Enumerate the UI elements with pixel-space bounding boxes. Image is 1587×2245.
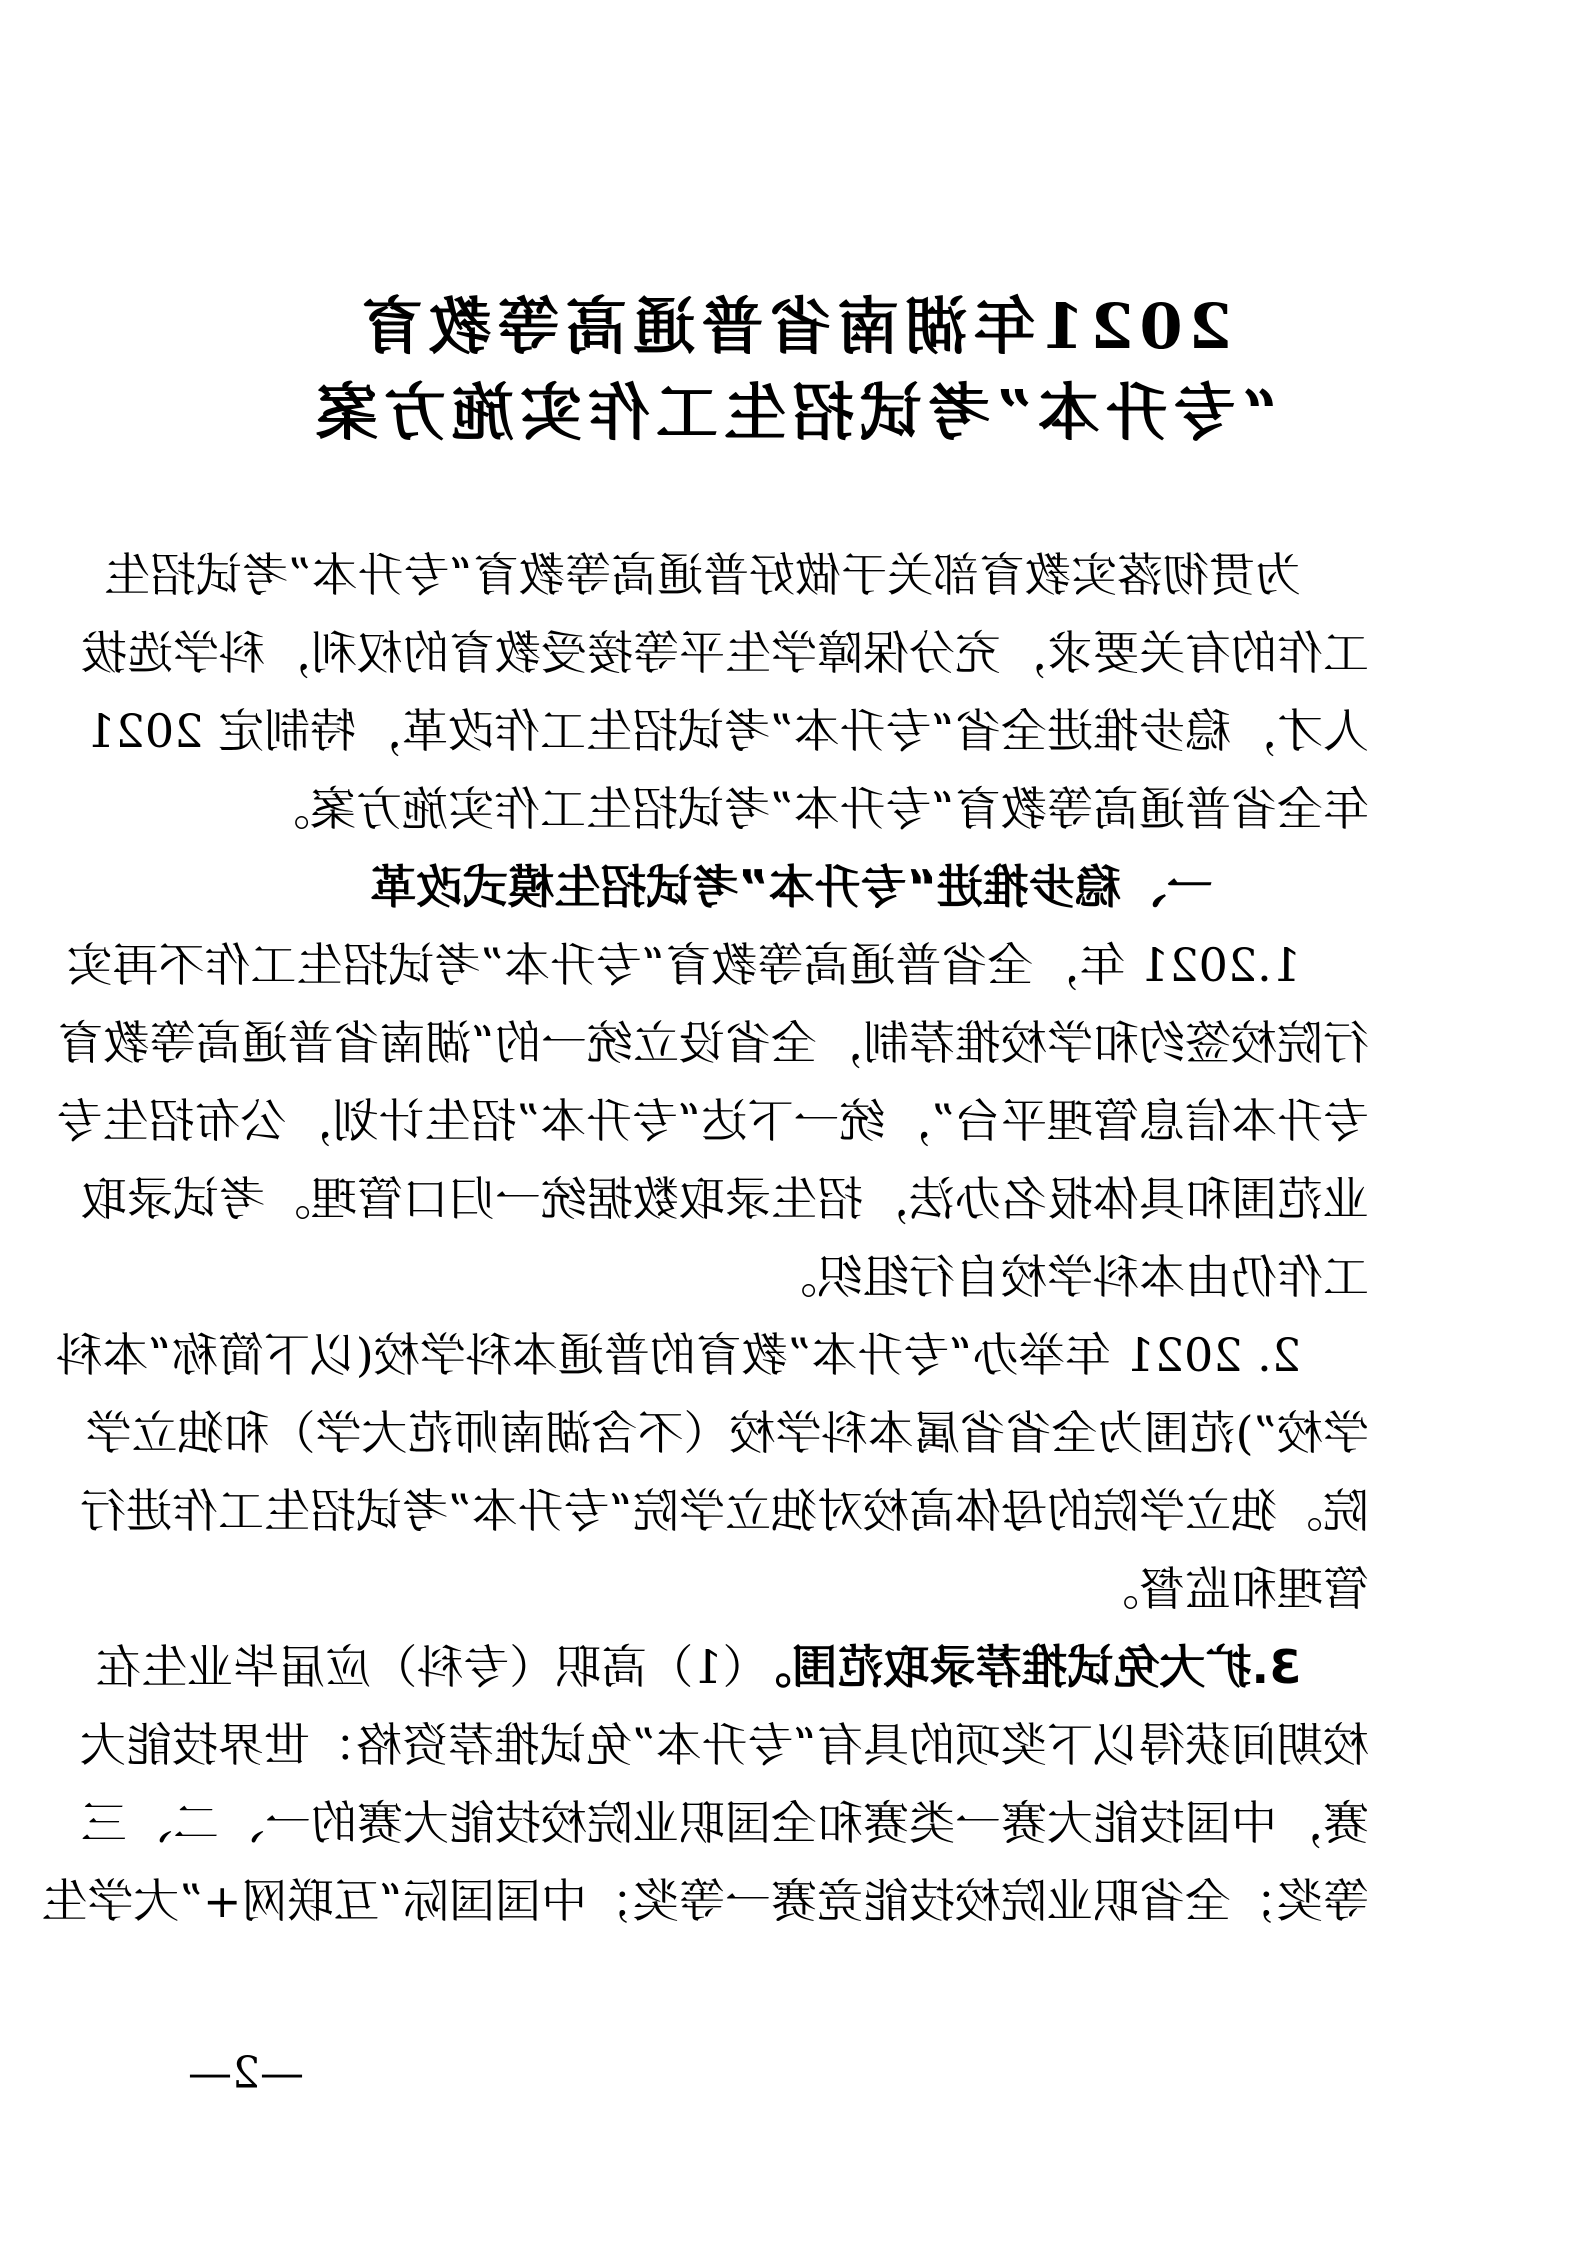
paragraph-line: 学校”)范围为全省省属本科学校（不含湖南师范大学）和独立学 [85,1406,1369,1460]
paragraph-line: 专升本信息管理平台”，统一下达“专升本”招生计划，公布招生专 [56,1094,1369,1148]
paragraph-line: 年全省普通高等教育“专升本”考试招生工作实施方案。 [263,782,1369,836]
paragraph-line: 工作仍由本科学校自行组织。 [771,1250,1369,1304]
page-number: —2— [188,2048,304,2099]
paragraph-line: 等奖；全省职业院校技能竞赛一等奖；中国国际“互联网+”大学生 [41,1874,1369,1928]
document-title-line-2: “专升本”考试招生工作实施方案 [309,376,1278,449]
paragraph-line-mixed [95,1640,1301,1694]
paragraph-line: 院。独立学院的母体高校对独立学院“专升本”考试招生工作进行 [79,1484,1369,1538]
paragraph-line: 业范围和具体报名办法，招生录取数据统一归口管理。考试录取 [81,1172,1369,1226]
paragraph-line: 行院校签约和学校推荐制，全省设立统一的“湖南省普通高等教育 [57,1016,1369,1070]
paragraph-line: 2. 2021 年举办“专升本”教育的普通本科学校(以下简称“本科 [56,1328,1301,1382]
section-heading: 一、稳步推进“专升本”考试招生模式改革 [370,860,1213,914]
paragraph-line: 人才，稳步推进全省“专升本”考试招生工作改革，特制定 2021 [86,704,1369,758]
document-title-line-1: 2021年湖南省普通高等教育 [355,290,1232,363]
paragraph-line: 管理和监督。 [1093,1562,1369,1616]
paragraph-line: 工作的有关要求，充分保障学生平等接受教育的权利，科学选拔 [81,626,1369,680]
paragraph-line: 为贯彻落实教育部关于做好普通高等教育“专升本”考试招生 [103,548,1301,602]
bold-lead-in: 3.扩大免试推荐录取范围。 [745,1640,1301,1694]
paragraph-line: 校期间获得以下奖项的具有“专升本”免试推荐资格：世界技能大 [79,1718,1369,1772]
paragraph-line: 赛，中国技能大赛一类赛和全国职业院校技能大赛的一、二、三 [81,1796,1369,1850]
paragraph-line-rest: （1）高职（专科）应届毕业生在 [95,1640,746,1694]
paragraph-line: 1.2021 年，全省普通高等教育“专升本”考试招生工作不再实 [66,938,1301,992]
